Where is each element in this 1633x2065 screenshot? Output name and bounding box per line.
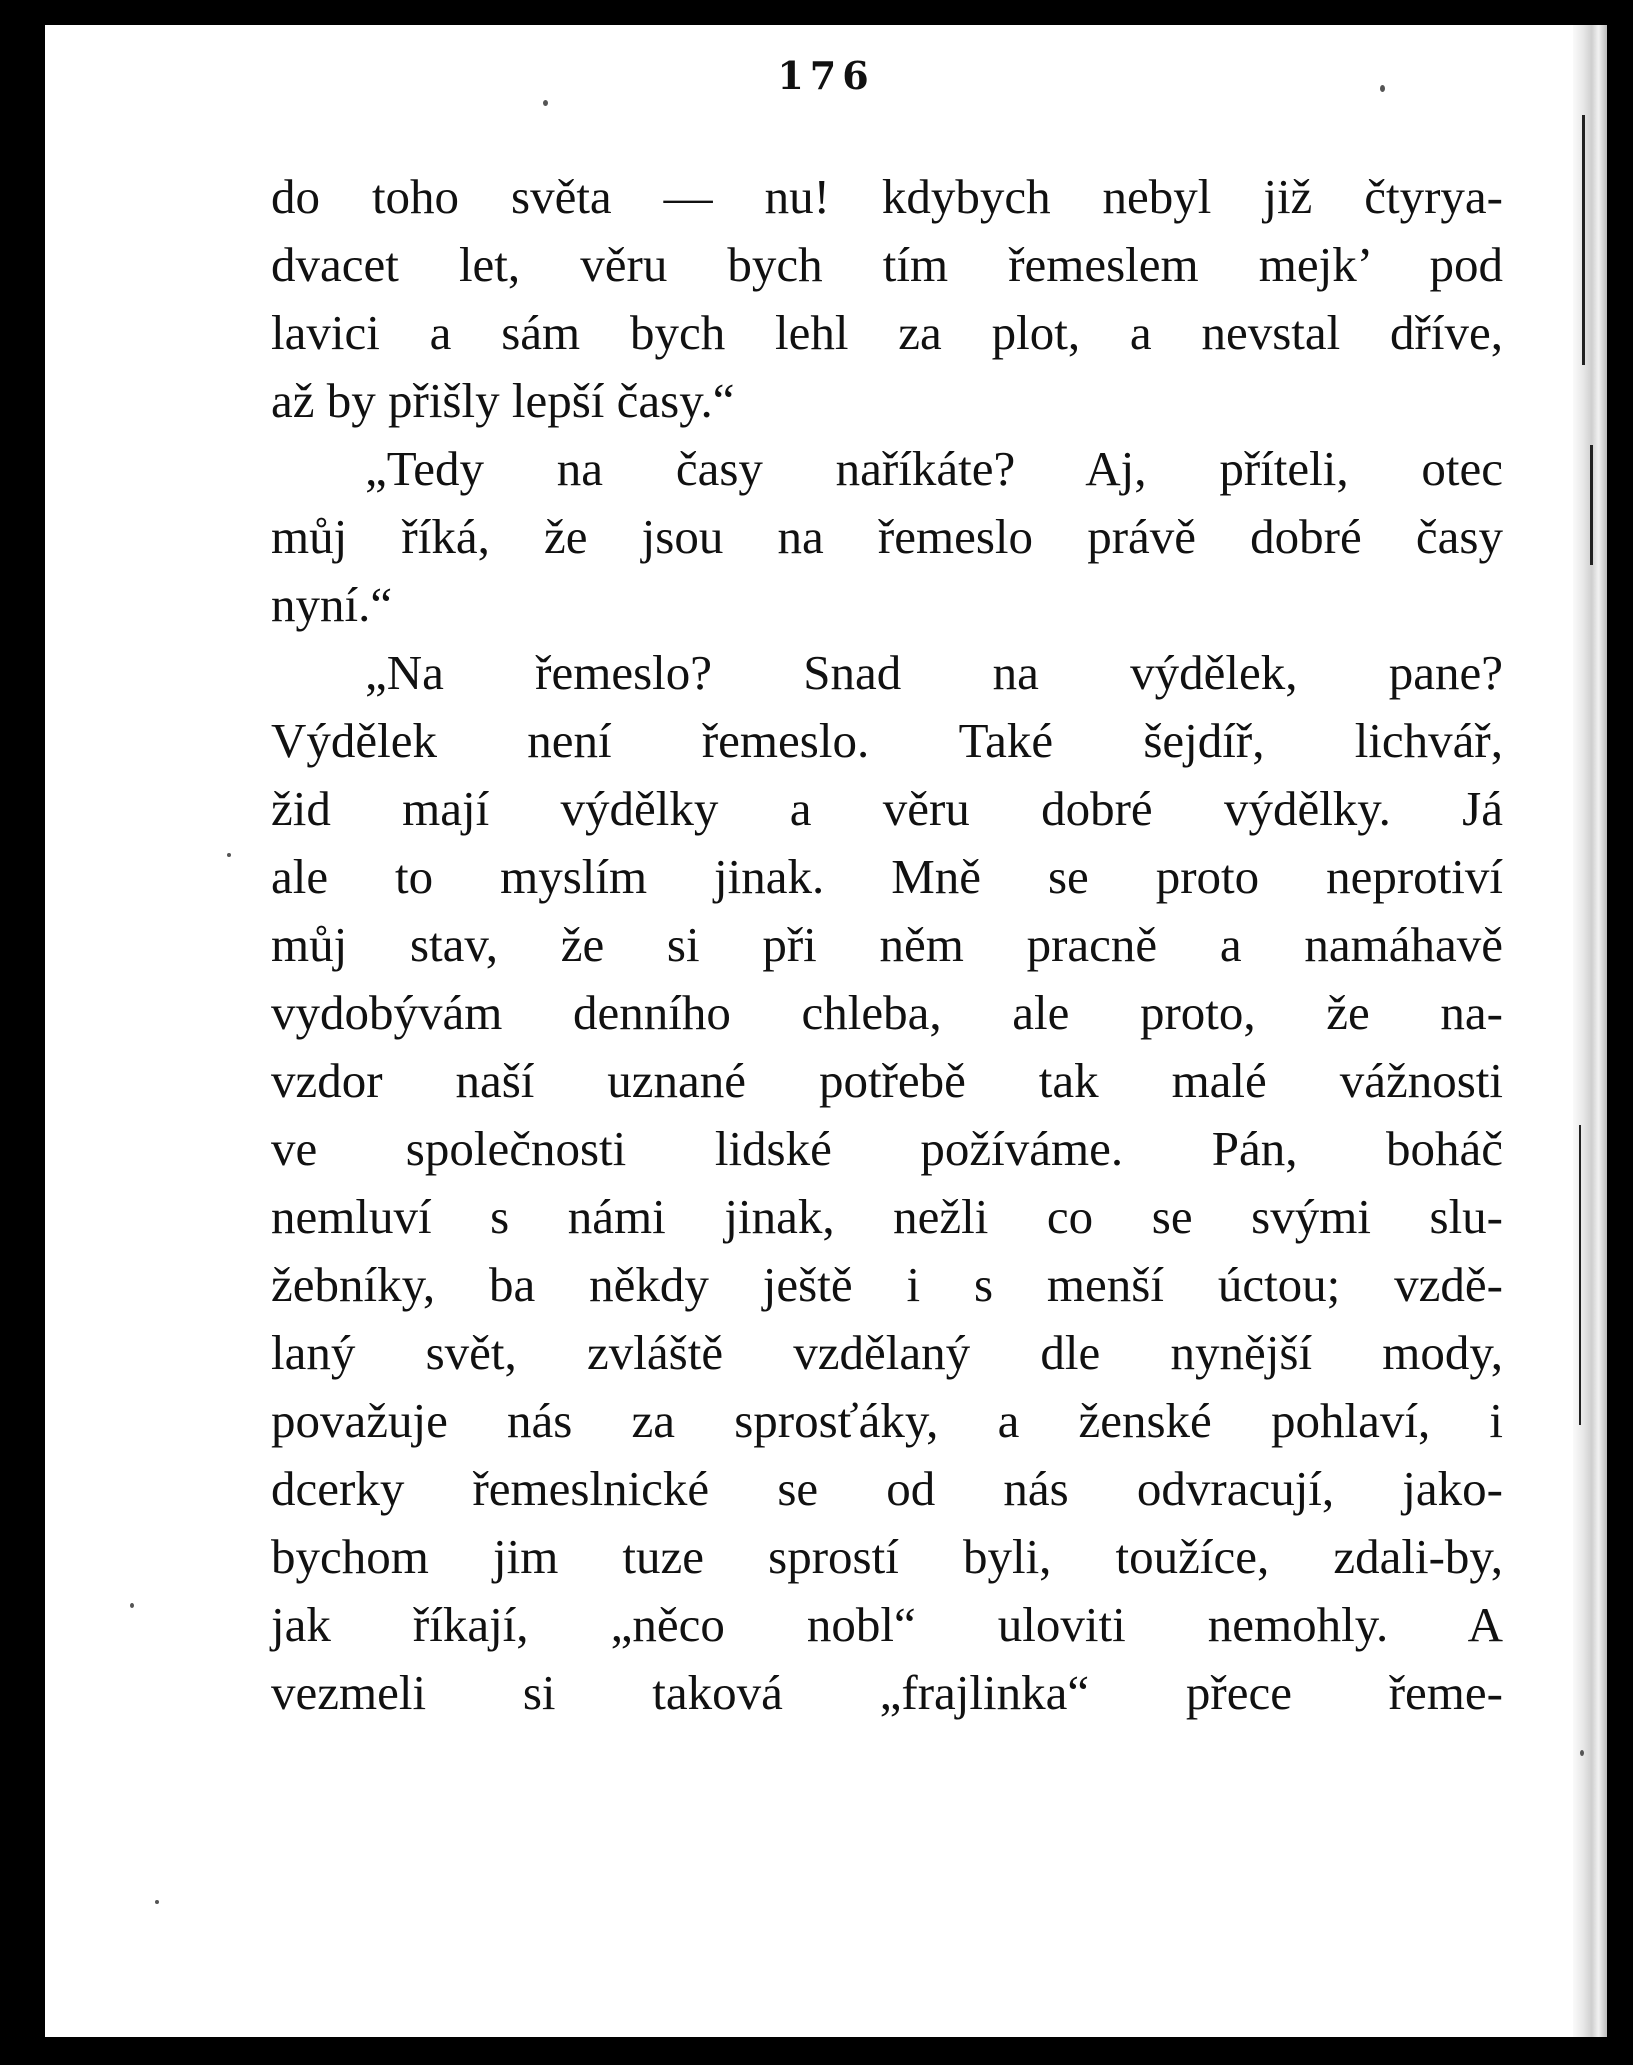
text-line: lavici a sám bych lehl za plot, a nevstal dříve, — [271, 305, 1503, 360]
text-line: můj říká, že jsou na řemeslo právě dobré časy — [271, 509, 1503, 564]
text-line: „Na řemeslo? Snad na výdělek, pane? — [365, 645, 1503, 700]
text-line: vydobývám denního chleba, ale proto, že na- — [271, 985, 1503, 1040]
text-line: „Tedy na časy naříkáte? Aj, příteli, otec — [365, 441, 1503, 496]
scan-speck — [1580, 1750, 1584, 1756]
page-edge-shadow — [1573, 25, 1607, 2037]
text-line: jak říkají, „něco nobl“ uloviti nemohly. A — [271, 1597, 1503, 1652]
page-edge-mark — [1579, 1125, 1581, 1425]
scan-speck — [155, 1900, 159, 1904]
text-line: vzdor naší uznané potřebě tak malé vážnosti — [271, 1053, 1503, 1108]
scan-speck — [1380, 85, 1385, 92]
text-line: můj stav, že si při něm pracně a namáhavě — [271, 917, 1503, 972]
text-line: nyní.“ — [271, 577, 393, 632]
text-line: do toho světa — nu! kdybych nebyl již čtyrya- — [271, 169, 1503, 224]
page-number: 176 — [777, 53, 875, 98]
scan-speck — [227, 853, 231, 857]
page-edge-mark — [1590, 445, 1593, 565]
text-line: žid mají výdělky a věru dobré výdělky. Já — [271, 781, 1503, 836]
text-line: Výdělek není řemeslo. Také šejdíř, lichvář, — [271, 713, 1503, 768]
text-line: dvacet let, věru bych tím řemeslem mejk’ pod — [271, 237, 1503, 292]
text-line: ale to myslím jinak. Mně se proto neprotiví — [271, 849, 1503, 904]
text-line: laný svět, zvláště vzdělaný dle nynější mody, — [271, 1325, 1503, 1380]
body-text — [271, 163, 1503, 1727]
scan-speck — [130, 1603, 134, 1608]
text-line: ve společnosti lidské požíváme. Pán, boháč — [271, 1121, 1503, 1176]
text-line: považuje nás za sprosťáky, a ženské pohlaví, i — [271, 1393, 1503, 1448]
book-page — [45, 25, 1607, 2037]
text-line: vezmeli si taková „frajlinka“ přece řeme- — [271, 1665, 1503, 1720]
text-line: bychom jim tuze sprostí byli, toužíce, zdali-by, — [271, 1529, 1503, 1584]
scan-speck — [543, 100, 548, 106]
page-edge-mark — [1582, 115, 1585, 365]
text-line: nemluví s námi jinak, nežli co se svými slu- — [271, 1189, 1503, 1244]
text-line: až by přišly lepší časy.“ — [271, 373, 735, 428]
text-line: žebníky, ba někdy ještě i s menší úctou; vzdě- — [271, 1257, 1503, 1312]
text-line: dcerky řemeslnické se od nás odvracují, jako- — [271, 1461, 1503, 1516]
